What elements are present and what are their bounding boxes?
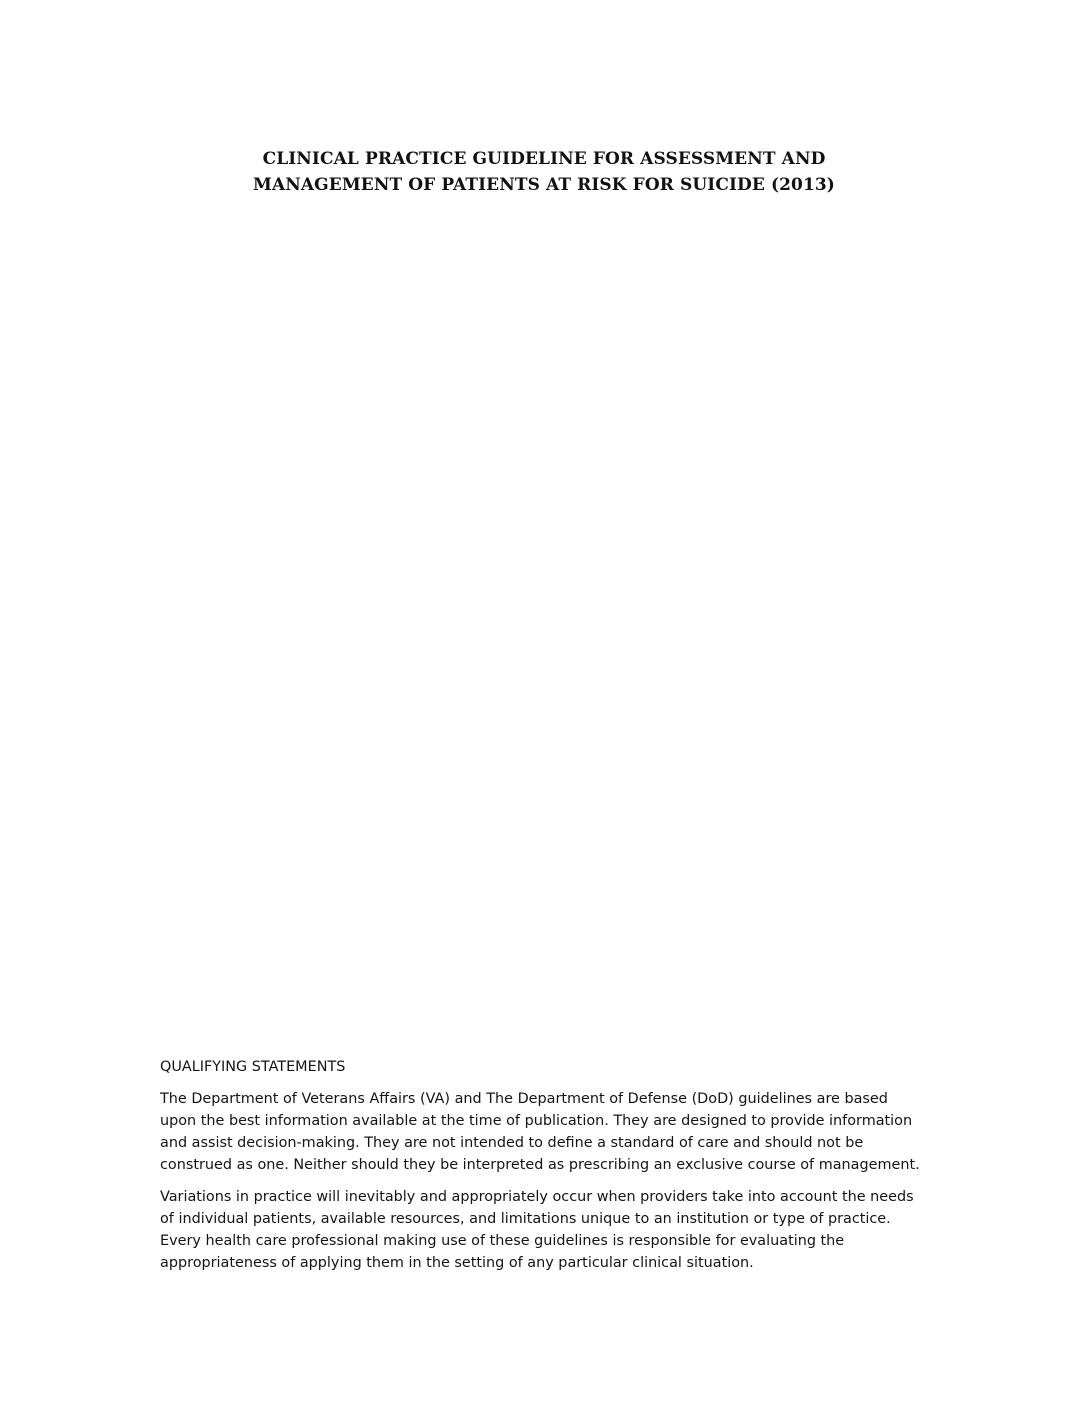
- text-line: appropriateness of applying them in the setting of any particular clinical situation.: [160, 1255, 754, 1271]
- text-line: Every health care professional making use of these guidelines is responsible for evaluating the: [160, 1233, 845, 1249]
- title-line: CLINICAL PRACTICE GUIDELINE FOR ASSESSMENT AND: [262, 149, 826, 169]
- text-line: upon the best information available at the time of publication. They are designed to provide information: [160, 1113, 913, 1129]
- qualifying-statements-section: [160, 1056, 930, 1284]
- section-heading: QUALIFYING STATEMENTS: [160, 1059, 346, 1075]
- paragraph: [160, 1088, 930, 1176]
- document-title: [160, 146, 928, 198]
- text-line: of individual patients, available resources, and limitations unique to an institution or type of practice.: [160, 1211, 891, 1227]
- text-line: The Department of Veterans Affairs (VA) and The Department of Defense (DoD) guidelines are based: [160, 1091, 888, 1107]
- text-line: Variations in practice will inevitably and appropriately occur when providers take into account the needs: [160, 1189, 914, 1205]
- text-line: and assist decision-making. They are not intended to define a standard of care and should not be: [160, 1135, 864, 1151]
- title-line: MANAGEMENT OF PATIENTS AT RISK FOR SUICIDE (2013): [253, 175, 835, 195]
- text-line: construed as one. Neither should they be interpreted as prescribing an exclusive course of management.: [160, 1157, 920, 1173]
- paragraph: [160, 1186, 930, 1274]
